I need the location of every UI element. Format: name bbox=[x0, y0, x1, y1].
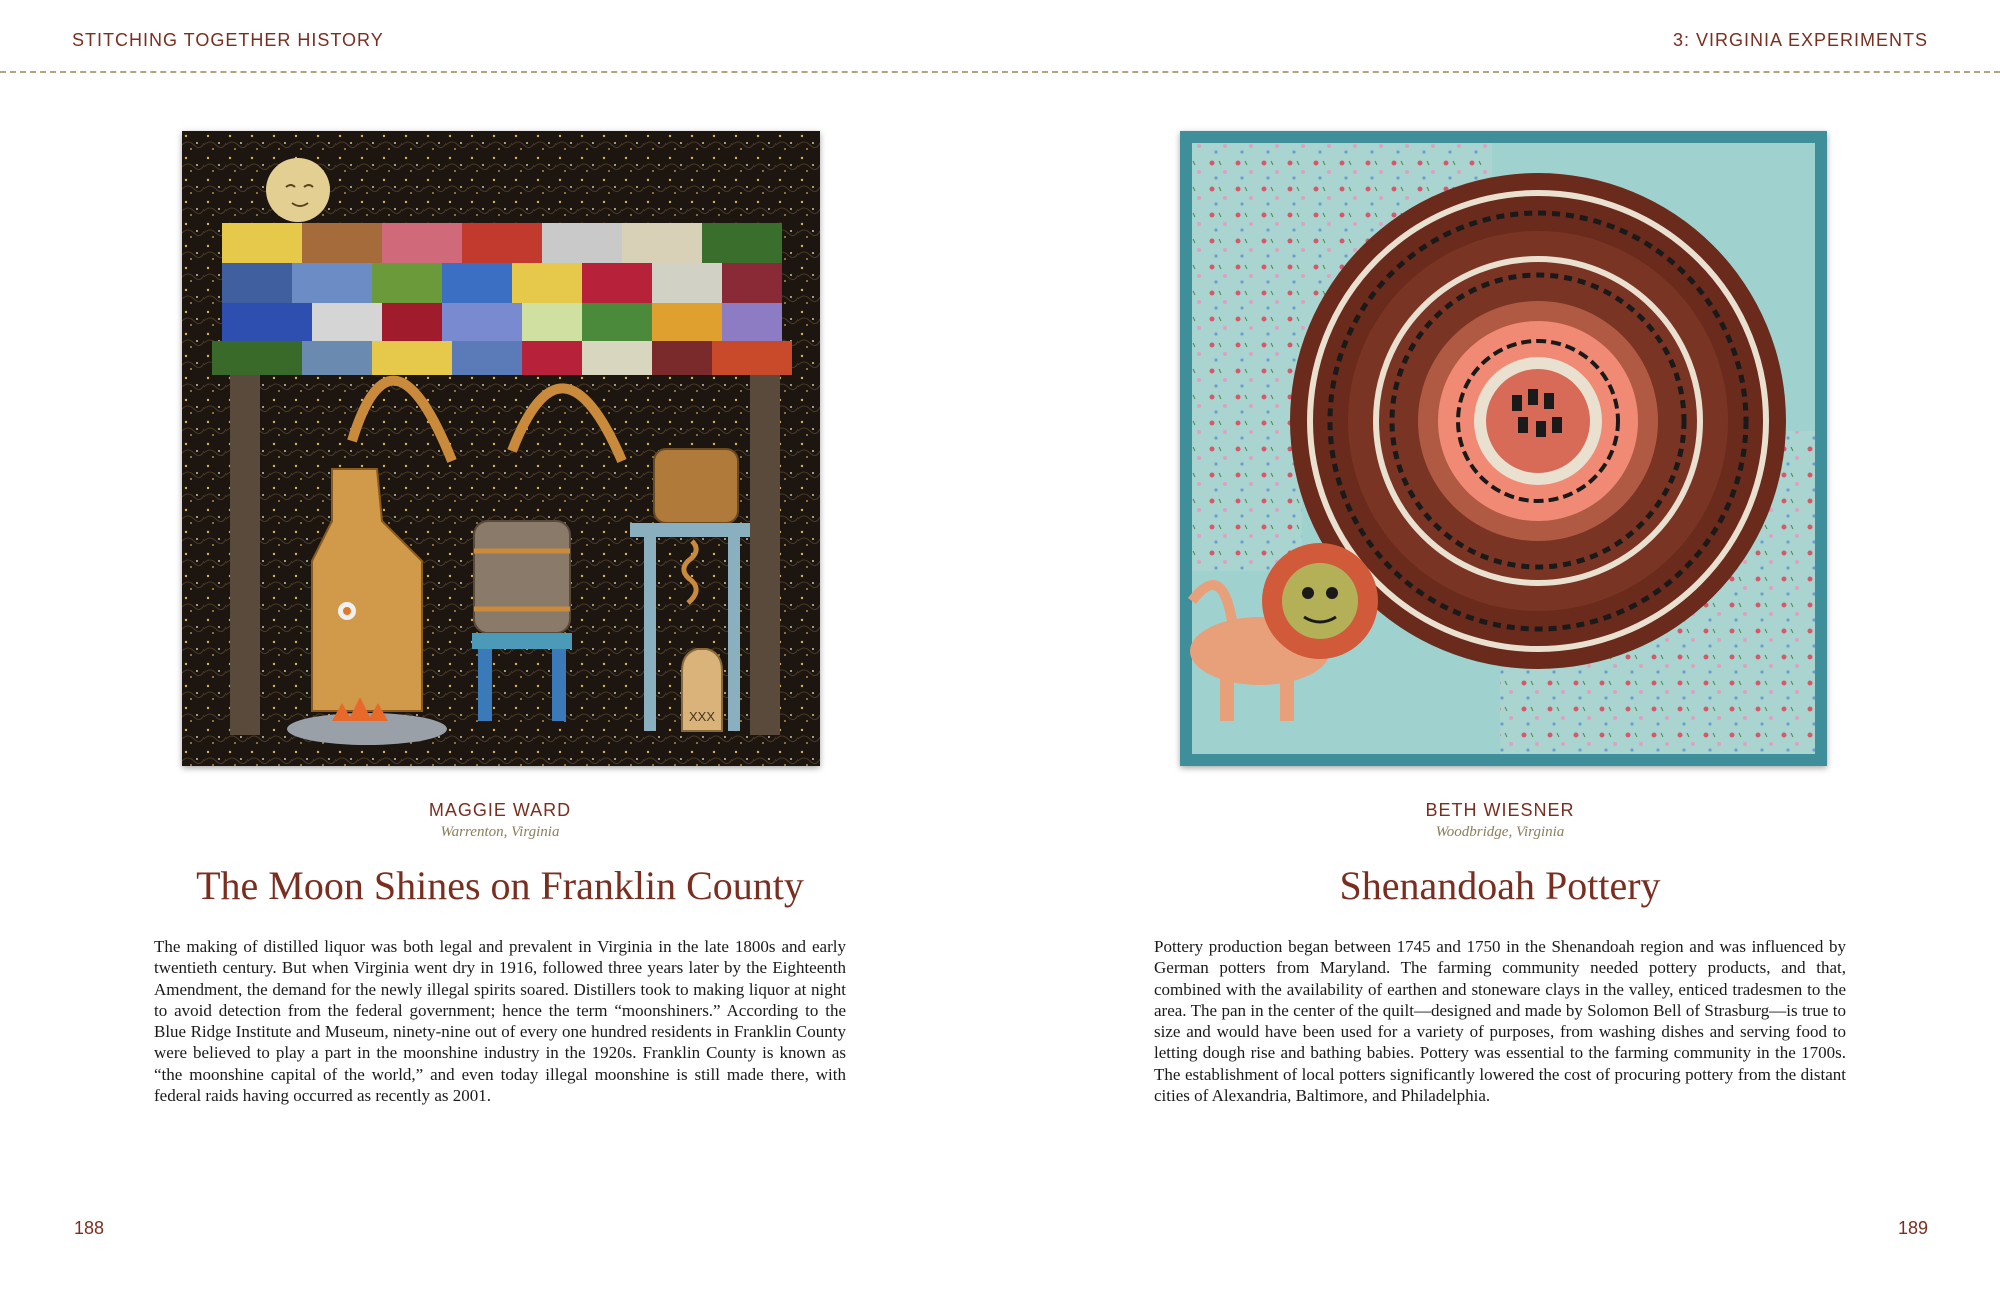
left-page-number: 188 bbox=[74, 1218, 105, 1238]
moonshine-quilt-image bbox=[182, 131, 820, 766]
right-artist-name: BETH WIESNER bbox=[1425, 800, 1575, 820]
right-artist-location: Woodbridge, Virginia bbox=[1435, 824, 1565, 840]
running-head-right: 3: VIRGINIA EXPERIMENTS bbox=[1672, 30, 1928, 50]
right-quilt-title: Shenandoah Pottery bbox=[1339, 863, 1661, 908]
running-head-left: STITCHING TOGETHER HISTORY bbox=[72, 30, 384, 50]
left-body-text: The making of distilled liquor was both legal and prevalent in Virginia in the late 1800s and early twentieth century. But when Virginia went dry in 1916, followed three years later by the Eighteenth Amendment, the demand for the newly illegal spirits soared. Distillers took to making liquor at night to avoid detection from the federal government; hence the term “moonshiners.” According to the Blue Ridge Institute and Museum, ninety-nine out of every one hundred residents in Franklin County were believed to play a part in the moonshine industry in the 1920s. Franklin County is known as “the moonshine capital of the world,” and even today illegal moonshine is still made there, with federal raids having occurred as recently as 2001. bbox=[154, 937, 846, 1106]
left-artist-location: Warrenton, Virginia bbox=[440, 824, 560, 840]
right-page bbox=[1000, 0, 2000, 1294]
pottery-quilt-image bbox=[1180, 131, 1827, 766]
left-quilt-title: The Moon Shines on Franklin County bbox=[196, 863, 804, 908]
right-page-number: 189 bbox=[1897, 1218, 1928, 1238]
jug-label: XXX bbox=[688, 709, 716, 724]
left-artist-name: MAGGIE WARD bbox=[428, 800, 572, 820]
right-body-text: Pottery production began between 1745 and 1750 in the Shenandoah region and was influenced by German potters from Maryland. The farming community needed pottery products, and that, combined with the availability of earthen and stoneware clays in the valley, enticed tradesmen to the area. The pan in the center of the quilt—designed and made by Solomon Bell of Strasburg—is true to size and would have been used for a variety of purposes, from washing dishes and serving food to letting dough rise and bathing babies. Pottery was essential to the farming community in the 1700s. The establishment of local potters significantly lowered the cost of procuring pottery from the distant cities of Alexandria, Baltimore, and Philadelphia. bbox=[1154, 937, 1846, 1106]
